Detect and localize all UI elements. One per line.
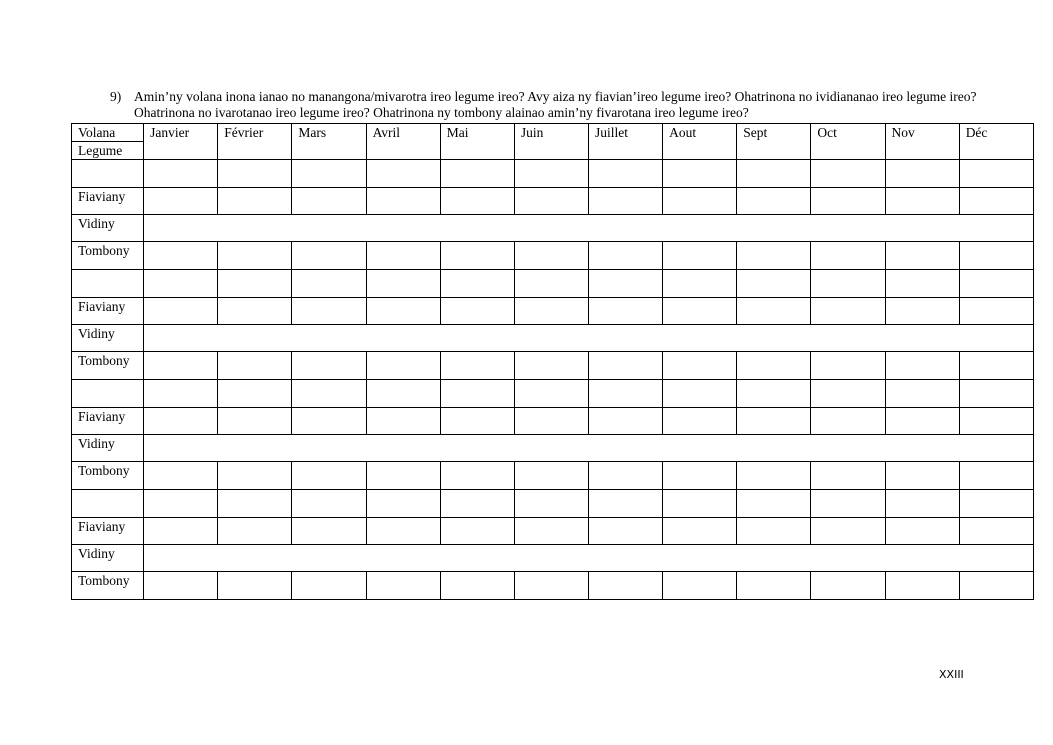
tombony-month-cell[interactable] bbox=[737, 572, 811, 600]
fiaviany-month-cell[interactable] bbox=[292, 518, 366, 545]
legume-month-cell[interactable] bbox=[588, 380, 662, 408]
legume-month-cell[interactable] bbox=[514, 270, 588, 298]
tombony-month-cell[interactable] bbox=[737, 462, 811, 490]
legume-name-cell[interactable] bbox=[72, 380, 144, 408]
legume-month-cell[interactable] bbox=[811, 380, 885, 408]
tombony-month-cell[interactable] bbox=[885, 242, 959, 270]
month-header-dec: Déc bbox=[959, 124, 1033, 160]
fiaviany-month-cell[interactable] bbox=[144, 188, 218, 215]
fiaviany-month-cell[interactable] bbox=[218, 408, 292, 435]
legume-month-cell[interactable] bbox=[885, 380, 959, 408]
fiaviany-month-cell[interactable] bbox=[440, 518, 514, 545]
fiaviany-month-cell[interactable] bbox=[144, 298, 218, 325]
month-header-juin: Juin bbox=[514, 124, 588, 160]
fiaviany-label-cell: Fiaviany bbox=[72, 188, 144, 215]
tombony-month-cell[interactable] bbox=[144, 242, 218, 270]
question-text: Amin’ny volana inona ianao no manangona/mivarotra ireo legume ireo? Avy aiza ny fiavian’ireo legume ireo? Ohatrinona no ividiananao ireo legume ireo? Ohatrinona no ivarotanao ireo legume ireo? Ohatrinona ny tombony alainao amin’ny fivarotana ireo legume ireo? bbox=[134, 89, 977, 120]
tombony-month-cell[interactable] bbox=[959, 242, 1033, 270]
legume-month-cell[interactable] bbox=[811, 160, 885, 188]
vidiny-row bbox=[72, 435, 1034, 462]
legume-month-cell[interactable] bbox=[292, 270, 366, 298]
month-header-juillet: Juillet bbox=[588, 124, 662, 160]
fiaviany-row bbox=[72, 188, 1034, 215]
fiaviany-month-cell[interactable] bbox=[588, 188, 662, 215]
legume-month-cell[interactable] bbox=[514, 160, 588, 188]
fiaviany-month-cell[interactable] bbox=[737, 518, 811, 545]
fiaviany-label-cell: Fiaviany bbox=[72, 298, 144, 325]
legume-month-cell[interactable] bbox=[959, 490, 1033, 518]
legume-month-cell[interactable] bbox=[144, 380, 218, 408]
tombony-label-cell: Tombony bbox=[72, 352, 144, 380]
month-header-mai: Mai bbox=[440, 124, 514, 160]
vidiny-label-cell: Vidiny bbox=[72, 215, 144, 242]
legume-calendar-table bbox=[71, 123, 1034, 600]
fiaviany-label-cell: Fiaviany bbox=[72, 408, 144, 435]
tombony-row bbox=[72, 352, 1034, 380]
fiaviany-month-cell[interactable] bbox=[663, 298, 737, 325]
legume-month-cell[interactable] bbox=[737, 160, 811, 188]
fiaviany-month-cell[interactable] bbox=[218, 188, 292, 215]
legume-name-cell[interactable] bbox=[72, 490, 144, 518]
fiaviany-row bbox=[72, 408, 1034, 435]
tombony-month-cell[interactable] bbox=[885, 352, 959, 380]
legume-month-cell[interactable] bbox=[885, 270, 959, 298]
vidiny-entry-cell[interactable] bbox=[144, 545, 1034, 572]
fiaviany-month-cell[interactable] bbox=[811, 518, 885, 545]
fiaviany-month-cell[interactable] bbox=[959, 188, 1033, 215]
tombony-month-cell[interactable] bbox=[811, 572, 885, 600]
tombony-month-cell[interactable] bbox=[514, 462, 588, 490]
tombony-label-cell: Tombony bbox=[72, 462, 144, 490]
legume-name-cell[interactable] bbox=[72, 160, 144, 188]
tombony-label-cell: Tombony bbox=[72, 572, 144, 600]
tombony-label-cell: Tombony bbox=[72, 242, 144, 270]
fiaviany-month-cell[interactable] bbox=[663, 518, 737, 545]
legume-month-cell[interactable] bbox=[737, 380, 811, 408]
fiaviany-month-cell[interactable] bbox=[366, 518, 440, 545]
legume-month-cell[interactable] bbox=[292, 160, 366, 188]
tombony-month-cell[interactable] bbox=[144, 462, 218, 490]
legume-month-cell[interactable] bbox=[811, 490, 885, 518]
tombony-month-cell[interactable] bbox=[663, 352, 737, 380]
vidiny-row bbox=[72, 325, 1034, 352]
legume-month-cell[interactable] bbox=[440, 380, 514, 408]
legume-month-cell[interactable] bbox=[440, 490, 514, 518]
tombony-month-cell[interactable] bbox=[588, 572, 662, 600]
vidiny-entry-cell[interactable] bbox=[144, 215, 1034, 242]
vidiny-label-cell: Vidiny bbox=[72, 545, 144, 572]
tombony-month-cell[interactable] bbox=[811, 242, 885, 270]
legume-row bbox=[72, 270, 1034, 298]
legume-month-cell[interactable] bbox=[218, 380, 292, 408]
tombony-month-cell[interactable] bbox=[663, 462, 737, 490]
fiaviany-month-cell[interactable] bbox=[366, 408, 440, 435]
tombony-row bbox=[72, 242, 1034, 270]
legume-month-cell[interactable] bbox=[514, 380, 588, 408]
legume-month-cell[interactable] bbox=[366, 380, 440, 408]
fiaviany-month-cell[interactable] bbox=[737, 188, 811, 215]
tombony-month-cell[interactable] bbox=[218, 242, 292, 270]
fiaviany-month-cell[interactable] bbox=[885, 298, 959, 325]
fiaviany-month-cell[interactable] bbox=[440, 298, 514, 325]
tombony-row bbox=[72, 462, 1034, 490]
vidiny-entry-cell[interactable] bbox=[144, 325, 1034, 352]
tombony-month-cell[interactable] bbox=[218, 462, 292, 490]
legume-month-cell[interactable] bbox=[811, 270, 885, 298]
tombony-month-cell[interactable] bbox=[959, 572, 1033, 600]
fiaviany-row bbox=[72, 518, 1034, 545]
legume-row bbox=[72, 160, 1034, 188]
tombony-month-cell[interactable] bbox=[737, 242, 811, 270]
legume-row bbox=[72, 380, 1034, 408]
legume-month-cell[interactable] bbox=[366, 160, 440, 188]
question-number: 9) bbox=[110, 89, 122, 104]
fiaviany-row bbox=[72, 298, 1034, 325]
tombony-month-cell[interactable] bbox=[959, 352, 1033, 380]
fiaviany-month-cell[interactable] bbox=[588, 298, 662, 325]
tombony-month-cell[interactable] bbox=[144, 572, 218, 600]
tombony-month-cell[interactable] bbox=[885, 572, 959, 600]
legume-name-cell[interactable] bbox=[72, 270, 144, 298]
fiaviany-month-cell[interactable] bbox=[885, 408, 959, 435]
fiaviany-month-cell[interactable] bbox=[144, 408, 218, 435]
legume-month-cell[interactable] bbox=[144, 490, 218, 518]
fiaviany-month-cell[interactable] bbox=[292, 298, 366, 325]
tombony-row bbox=[72, 572, 1034, 600]
legume-month-cell[interactable] bbox=[663, 160, 737, 188]
tombony-month-cell[interactable] bbox=[292, 352, 366, 380]
header-volana: Volana bbox=[72, 124, 143, 142]
legume-month-cell[interactable] bbox=[663, 380, 737, 408]
legume-month-cell[interactable] bbox=[588, 270, 662, 298]
tombony-month-cell[interactable] bbox=[440, 242, 514, 270]
legume-month-cell[interactable] bbox=[144, 160, 218, 188]
tombony-month-cell[interactable] bbox=[737, 352, 811, 380]
legume-month-cell[interactable] bbox=[663, 270, 737, 298]
legume-month-cell[interactable] bbox=[440, 270, 514, 298]
legume-month-cell[interactable] bbox=[292, 490, 366, 518]
legume-month-cell[interactable] bbox=[292, 380, 366, 408]
header-row bbox=[72, 124, 1034, 160]
fiaviany-month-cell[interactable] bbox=[366, 298, 440, 325]
tombony-month-cell[interactable] bbox=[811, 462, 885, 490]
tombony-month-cell[interactable] bbox=[218, 352, 292, 380]
vidiny-row bbox=[72, 545, 1034, 572]
tombony-month-cell[interactable] bbox=[588, 352, 662, 380]
header-legume: Legume bbox=[78, 143, 123, 158]
fiaviany-month-cell[interactable] bbox=[144, 518, 218, 545]
tombony-month-cell[interactable] bbox=[514, 242, 588, 270]
month-header-avril: Avril bbox=[366, 124, 440, 160]
legume-month-cell[interactable] bbox=[959, 160, 1033, 188]
month-header-fevrier: Février bbox=[218, 124, 292, 160]
tombony-month-cell[interactable] bbox=[292, 572, 366, 600]
fiaviany-month-cell[interactable] bbox=[737, 298, 811, 325]
tombony-month-cell[interactable] bbox=[514, 352, 588, 380]
tombony-month-cell[interactable] bbox=[440, 572, 514, 600]
tombony-month-cell[interactable] bbox=[959, 462, 1033, 490]
fiaviany-month-cell[interactable] bbox=[959, 298, 1033, 325]
fiaviany-month-cell[interactable] bbox=[440, 408, 514, 435]
fiaviany-month-cell[interactable] bbox=[811, 298, 885, 325]
tombony-month-cell[interactable] bbox=[811, 352, 885, 380]
fiaviany-month-cell[interactable] bbox=[663, 188, 737, 215]
fiaviany-month-cell[interactable] bbox=[514, 188, 588, 215]
legume-month-cell[interactable] bbox=[737, 270, 811, 298]
tombony-month-cell[interactable] bbox=[588, 242, 662, 270]
legume-month-cell[interactable] bbox=[663, 490, 737, 518]
fiaviany-month-cell[interactable] bbox=[514, 298, 588, 325]
vidiny-row bbox=[72, 215, 1034, 242]
legume-month-cell[interactable] bbox=[366, 490, 440, 518]
tombony-month-cell[interactable] bbox=[366, 462, 440, 490]
fiaviany-month-cell[interactable] bbox=[218, 518, 292, 545]
legume-row bbox=[72, 490, 1034, 518]
corner-header-cell bbox=[72, 124, 144, 160]
fiaviany-month-cell[interactable] bbox=[366, 188, 440, 215]
fiaviany-month-cell[interactable] bbox=[218, 298, 292, 325]
month-header-mars: Mars bbox=[292, 124, 366, 160]
tombony-month-cell[interactable] bbox=[292, 462, 366, 490]
legume-month-cell[interactable] bbox=[218, 160, 292, 188]
legume-month-cell[interactable] bbox=[218, 270, 292, 298]
legume-month-cell[interactable] bbox=[144, 270, 218, 298]
month-header-janvier: Janvier bbox=[144, 124, 218, 160]
vidiny-label-cell: Vidiny bbox=[72, 435, 144, 462]
legume-month-cell[interactable] bbox=[366, 270, 440, 298]
month-header-aout: Aout bbox=[663, 124, 737, 160]
tombony-month-cell[interactable] bbox=[366, 352, 440, 380]
tombony-month-cell[interactable] bbox=[366, 242, 440, 270]
legume-month-cell[interactable] bbox=[959, 270, 1033, 298]
vidiny-entry-cell[interactable] bbox=[144, 435, 1034, 462]
tombony-month-cell[interactable] bbox=[440, 352, 514, 380]
month-header-oct: Oct bbox=[811, 124, 885, 160]
tombony-month-cell[interactable] bbox=[514, 572, 588, 600]
tombony-month-cell[interactable] bbox=[144, 352, 218, 380]
month-header-nov: Nov bbox=[885, 124, 959, 160]
legume-month-cell[interactable] bbox=[885, 160, 959, 188]
legume-month-cell[interactable] bbox=[885, 490, 959, 518]
fiaviany-month-cell[interactable] bbox=[588, 408, 662, 435]
fiaviany-month-cell[interactable] bbox=[885, 518, 959, 545]
fiaviany-month-cell[interactable] bbox=[811, 188, 885, 215]
month-header-sept: Sept bbox=[737, 124, 811, 160]
fiaviany-month-cell[interactable] bbox=[811, 408, 885, 435]
fiaviany-month-cell[interactable] bbox=[514, 408, 588, 435]
vidiny-label-cell: Vidiny bbox=[72, 325, 144, 352]
tombony-month-cell[interactable] bbox=[218, 572, 292, 600]
tombony-month-cell[interactable] bbox=[885, 462, 959, 490]
legume-month-cell[interactable] bbox=[588, 490, 662, 518]
legume-month-cell[interactable] bbox=[218, 490, 292, 518]
fiaviany-month-cell[interactable] bbox=[885, 188, 959, 215]
fiaviany-month-cell[interactable] bbox=[440, 188, 514, 215]
fiaviany-month-cell[interactable] bbox=[514, 518, 588, 545]
tombony-month-cell[interactable] bbox=[588, 462, 662, 490]
legume-month-cell[interactable] bbox=[440, 160, 514, 188]
fiaviany-month-cell[interactable] bbox=[959, 518, 1033, 545]
tombony-month-cell[interactable] bbox=[663, 242, 737, 270]
fiaviany-month-cell[interactable] bbox=[588, 518, 662, 545]
page-number: XXIII bbox=[939, 668, 964, 681]
fiaviany-month-cell[interactable] bbox=[292, 188, 366, 215]
legume-month-cell[interactable] bbox=[959, 380, 1033, 408]
tombony-month-cell[interactable] bbox=[292, 242, 366, 270]
fiaviany-label-cell: Fiaviany bbox=[72, 518, 144, 545]
fiaviany-month-cell[interactable] bbox=[663, 408, 737, 435]
tombony-month-cell[interactable] bbox=[366, 572, 440, 600]
fiaviany-month-cell[interactable] bbox=[292, 408, 366, 435]
fiaviany-month-cell[interactable] bbox=[737, 408, 811, 435]
tombony-month-cell[interactable] bbox=[440, 462, 514, 490]
legume-month-cell[interactable] bbox=[737, 490, 811, 518]
legume-month-cell[interactable] bbox=[514, 490, 588, 518]
legume-month-cell[interactable] bbox=[588, 160, 662, 188]
tombony-month-cell[interactable] bbox=[663, 572, 737, 600]
fiaviany-month-cell[interactable] bbox=[959, 408, 1033, 435]
